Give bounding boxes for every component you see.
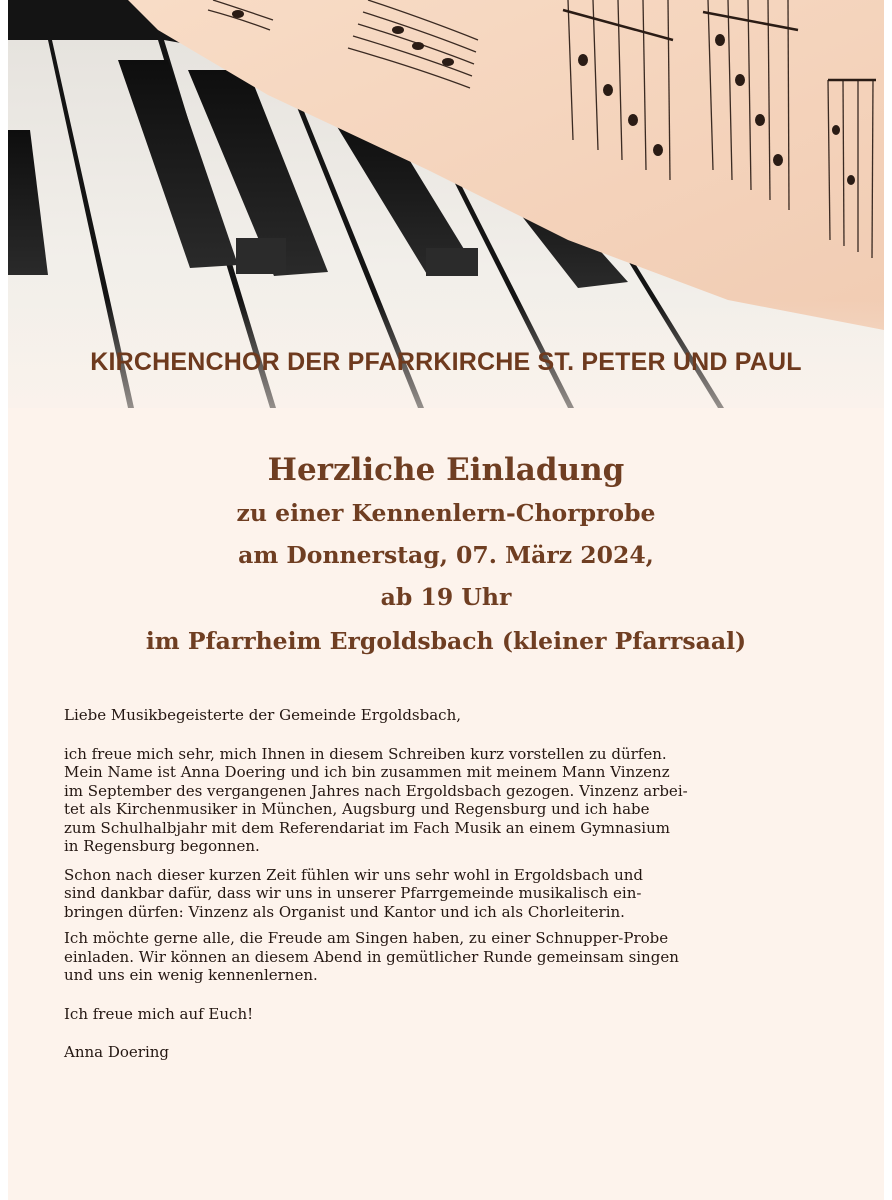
letter-line: Mein Name ist Anna Doering und ich bin zusammen mit meinem Mann Vinzenz xyxy=(64,763,670,781)
letter-line: tet als Kirchenmusiker in München, Augsburg und Regensburg und ich habe xyxy=(64,800,650,818)
letter-line: Schon nach dieser kurzen Zeit fühlen wir uns sehr wohl in Ergoldsbach und xyxy=(64,865,644,884)
choir-title: KIRCHENCHOR DER PFARRKIRCHE ST. PETER UND PAUL xyxy=(90,348,802,376)
letter-line: im September des vergangenen Jahres nach Ergoldsbach gezogen. Vinzenz arbei- xyxy=(64,781,688,800)
letter-line: bringen dürfen: Vinzenz als Organist und Kantor und ich als Chorleiterin. xyxy=(64,902,625,921)
invitation-flyer xyxy=(8,0,884,1200)
letter-line: einladen. Wir können an diesem Abend in gemütlicher Runde gemeinsam singen xyxy=(64,947,679,966)
letter-line: in Regensburg begonnen. xyxy=(64,837,260,855)
letter-body xyxy=(64,706,844,1062)
letter-line: und uns ein wenig kennenlernen. xyxy=(64,966,318,984)
invitation-event: zu einer Kennenlern-Chorprobe xyxy=(236,499,656,527)
invitation-headline: Herzliche Einladung xyxy=(267,452,625,488)
piano-sheet-music-illustration xyxy=(8,0,884,408)
letter-line: zum Schulhalbjahr mit dem Referendariat im Fach Musik an einem Gymnasium xyxy=(64,818,670,837)
letter-line: sind dankbar dafür, dass wir uns in unserer Pfarrgemeinde musikalisch ein- xyxy=(64,884,642,902)
letter-line: ich freue mich sehr, mich Ihnen in diesem Schreiben kurz vorstellen zu dürfen. xyxy=(64,744,667,763)
letter-greeting: Liebe Musikbegeisterte der Gemeinde Ergoldsbach, xyxy=(64,706,461,724)
invitation-date: am Donnerstag, 07. März 2024, xyxy=(238,541,654,569)
invitation-block xyxy=(8,448,884,664)
letter-line: Ich möchte gerne alle, die Freude am Singen haben, zu einer Schnupper-Probe xyxy=(64,929,669,947)
letter-closing: Ich freue mich auf Euch! xyxy=(64,1004,254,1023)
piano-sheet-music-image xyxy=(8,0,884,408)
invitation-location: im Pfarrheim Ergoldsbach (kleiner Pfarrsaal) xyxy=(145,627,747,655)
invitation-time: ab 19 Uhr xyxy=(380,583,512,611)
letter-signature: Anna Doering xyxy=(64,1043,170,1061)
